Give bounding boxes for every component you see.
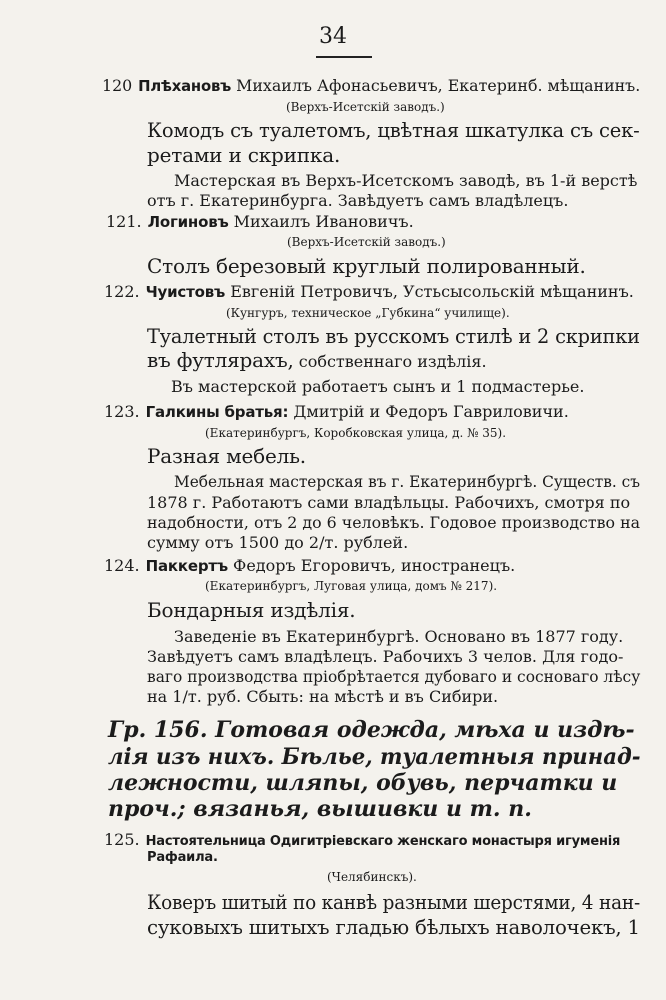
entry-122-location: (Кунгуръ, техническое „Губкина“ училище). xyxy=(226,306,510,320)
entry-122-exhibit-line-2 xyxy=(147,348,487,372)
entry-123-description-line-1: Мебельная мастерская въ г. Екатеринбургѣ. Существ. съ xyxy=(174,472,641,491)
exhibitor-details: Федоръ Егоровичъ, иностранецъ. xyxy=(233,556,516,575)
exhibitor-name: Логиновъ xyxy=(147,213,229,231)
entry-124-location: (Екатеринбургъ, Луговая улица, домъ № 217). xyxy=(205,579,498,593)
exhibitor-name: Галкины братья: xyxy=(145,403,289,421)
group-heading-line-2: лія изъ нихъ. Бѣлье, туалетныя принад- xyxy=(108,744,641,770)
group-label: Гр. 156. xyxy=(108,717,208,743)
entry-123-description-line-2: 1878 г. Работаютъ сами владѣльцы. Рабочихъ, смотря по xyxy=(147,493,631,512)
entry-120-exhibit-line-1: Комодъ съ туалетомъ, цвѣтная шкатулка съ сек- xyxy=(147,118,640,142)
exhibitor-details: Дмитрій и Федоръ Гавриловичи. xyxy=(293,402,569,421)
exhibitor-name: Плѣхановъ xyxy=(138,77,232,95)
entry-124-header xyxy=(104,556,515,575)
entry-125-location: (Челябинскъ). xyxy=(327,870,417,884)
page-number-rule xyxy=(316,56,372,58)
entry-125-exhibit-line-2: суковыхъ шитыхъ гладью бѣлыхъ наволочекъ, 1 xyxy=(147,915,640,939)
group-title-part: Готовая одежда, мѣха и издѣ- xyxy=(215,717,635,743)
entry-number: 123. xyxy=(104,402,140,421)
exhibitor-name: Чуистовъ xyxy=(145,283,226,301)
exhibitor-name: Настоятельница Одигитріевскаго женскаго монастыря игуменія xyxy=(145,834,621,849)
entry-121-location: (Верхъ-Исетскій заводъ.) xyxy=(287,235,446,249)
entry-125-header-line-1 xyxy=(104,830,620,849)
entry-125-header-line-2: Рафаила. xyxy=(147,850,218,865)
group-heading-line-1 xyxy=(108,717,635,743)
entry-125-exhibit-line-1: Коверъ шитый по канвѣ разными шерстями, 4 нан- xyxy=(147,890,641,914)
entry-number: 122. xyxy=(104,282,140,301)
entry-121-exhibit-line-1: Столъ березовый круглый полированный. xyxy=(147,254,586,278)
entry-number: 125. xyxy=(104,830,140,849)
exhibitor-name: Паккертъ xyxy=(145,557,228,575)
entry-124-description-line-4: на 1/т. руб. Сбыть: на мѣстѣ и въ Сибири. xyxy=(147,687,499,706)
entry-124-description-line-2: Завѣдуетъ самъ владѣлецъ. Рабочихъ 3 челов. Для годо- xyxy=(147,647,624,666)
entry-121-header xyxy=(106,212,414,231)
exhibit-note: собственнаго издѣлія. xyxy=(298,352,487,371)
entry-123-header xyxy=(104,402,569,421)
entry-120-header xyxy=(102,76,640,95)
entry-122-header xyxy=(104,282,634,301)
entry-120-description-line-1: Мастерская въ Верхъ-Исетскомъ заводѣ, въ 1-й верстѣ xyxy=(174,171,638,190)
entry-120-location: (Верхъ-Исетскій заводъ.) xyxy=(286,100,445,114)
entry-122-description-line-1: Въ мастерской работаетъ сынъ и 1 подмастерье. xyxy=(171,377,585,396)
entry-number: 121. xyxy=(106,212,142,231)
entry-number: 124. xyxy=(104,556,140,575)
entry-120-exhibit-line-2: ретами и скрипка. xyxy=(147,143,341,167)
entry-124-description-line-1: Заведеніе въ Екатеринбургѣ. Основано въ 1877 году. xyxy=(174,627,624,646)
exhibitor-details: Евгеній Петровичъ, Устьсысольскій мѣщанинъ. xyxy=(230,282,634,301)
entry-122-exhibit-line-1: Туалетный столъ въ русскомъ стилѣ и 2 скрипки xyxy=(147,324,640,348)
entry-124-exhibit-line-1: Бондарныя издѣлія. xyxy=(147,598,356,622)
exhibitor-details: Михаилъ Афонасьевичъ, Екатеринб. мѣщанинъ. xyxy=(236,76,641,95)
entry-123-description-line-3: надобности, отъ 2 до 6 человѣкъ. Годовое производство на xyxy=(147,513,641,532)
entry-123-description-line-4: сумму отъ 1500 до 2/т. рублей. xyxy=(147,533,409,552)
exhibit-text: въ футлярахъ, xyxy=(147,348,294,372)
entry-120-description-line-2: отъ г. Екатеринбурга. Завѣдуетъ самъ владѣлецъ. xyxy=(147,191,569,210)
exhibitor-details: Михаилъ Ивановичъ. xyxy=(233,212,414,231)
page-number: 34 xyxy=(319,24,347,49)
group-heading-line-4: проч.; вязанья, вышивки и т. п. xyxy=(108,796,532,822)
entry-123-exhibit-line-1: Разная мебель. xyxy=(147,444,306,468)
group-heading-line-3: лежности, шляпы, обувь, перчатки и xyxy=(108,770,618,796)
entry-124-description-line-3: ваго производства пріобрѣтается дубоваго и сосноваго лѣсу xyxy=(147,667,641,686)
entry-123-location: (Екатеринбургъ, Коробковская улица, д. № 35). xyxy=(205,426,507,440)
entry-number: 120 xyxy=(102,76,133,95)
